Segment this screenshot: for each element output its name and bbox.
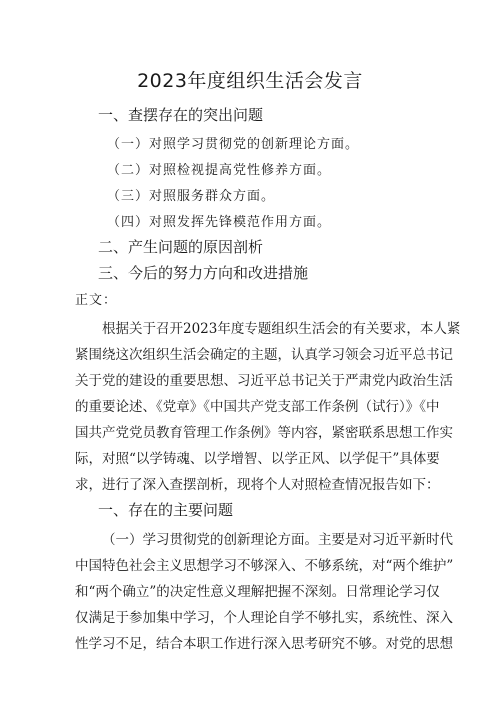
outline-item-3: （三）对照服务群众方面。 — [107, 189, 276, 204]
intro-line: 根据关于召开2023年度专题组织生活会的有关要求，本人紧 — [102, 321, 461, 337]
outline-section-2: 二、产生问题的原因剖析 — [98, 238, 264, 256]
intro-line: 紧围绕这次组织生活会确定的主题，认真学习领会习近平总书记 — [75, 347, 453, 363]
outline-section-3: 三、今后的努力方向和改进措施 — [98, 264, 309, 282]
outline-item-2: （二）对照检视提高党性修养方面。 — [107, 163, 332, 178]
problem-line: 仅满足于参加集中学习，个人理论自学不够扎实，系统性、深入 — [75, 610, 453, 626]
problem-line: 性学习不足，结合本职工作进行深入思考研究不够。对党的思想 — [75, 636, 453, 652]
intro-line: 际，对照“以学铸魂、以学增智、以学正风、以学促干”具体要 — [75, 451, 440, 467]
outline-item-1: （一）对照学习贯彻党的创新理论方面。 — [107, 137, 360, 152]
intro-line: 求，进行了深入查摆剖析，现将个人对照检查情况报告如下： — [75, 477, 440, 493]
problem-line: 和“两个确立”的决定性意义理解把握不深刻。日常理论学习仅 — [75, 584, 440, 600]
intro-line: 关于党的建设的重要思想、习近平总书记关于严肃党内政治生活 — [75, 373, 453, 389]
body-label: 正文： — [75, 293, 118, 308]
intro-line: 的重要论述、《党章》《中国共产党支部工作条例（试行）》《中 — [75, 399, 440, 415]
main-heading: 一、存在的主要问题 — [98, 501, 234, 519]
problem-line: （一）学习贯彻党的创新理论方面。主要是对习近平新时代 — [102, 532, 453, 548]
outline-section-1: 一、查摆存在的突出问题 — [98, 106, 264, 124]
intro-line: 国共产党党员教育管理工作条例》等内容，紧密联系思想工作实 — [75, 425, 453, 441]
document-title: 2023年度组织生活会发言 — [137, 70, 363, 92]
outline-item-4: （四）对照发挥先锋模范作用方面。 — [107, 215, 332, 230]
problem-line: 中国特色社会主义思想学习不够深入、不够系统，对“两个维护” — [75, 558, 454, 574]
